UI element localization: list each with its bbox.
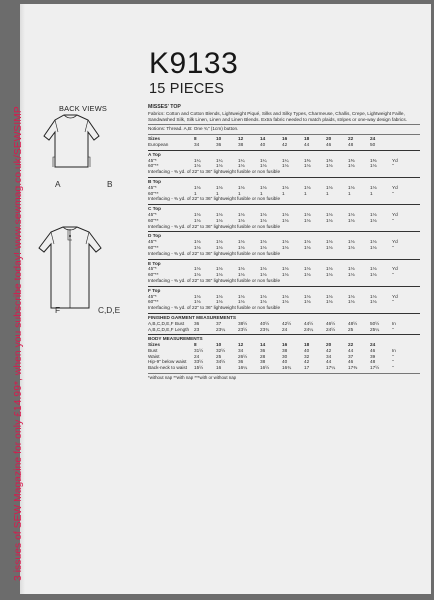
row-cell: 1⅛ [348, 266, 355, 272]
row-cell: 1 [238, 190, 241, 196]
row-cell: 1⅛ [216, 217, 223, 223]
row-cell: 25¼ [370, 326, 380, 332]
row-cell: 1⅛ [370, 217, 377, 223]
row-cell: 46 [348, 359, 354, 365]
row-cell: 1⅛ [194, 163, 201, 169]
row-cell: 16 [282, 342, 288, 348]
nap-footnote: *without nap **with nap ***with or without nap [148, 375, 237, 381]
row-cell: 1⅛ [216, 266, 223, 272]
row-cell: 22 [348, 342, 354, 348]
row-cell: 1⅛ [282, 299, 289, 305]
row-cell: Yd [392, 293, 398, 299]
row-label: Sizes [148, 342, 160, 348]
row-cell: 36 [238, 359, 244, 365]
interfacing-text: Interfacing - ⅜ yd. of 22" to 36" lightweight fusible or non fusible [148, 169, 281, 175]
row-cell: " [392, 190, 394, 196]
row-cell: 42 [326, 347, 332, 353]
row-cell: 1⅛ [348, 184, 355, 190]
row-cell: 1⅛ [304, 299, 311, 305]
row-cell: 23¾ [260, 326, 270, 332]
european-cell: 50 [370, 141, 376, 147]
notions-text: Notions: Thread. A,B: One ¾" (1cm) button. [148, 126, 239, 132]
row-cell: 44 [326, 359, 332, 365]
separator [148, 231, 420, 232]
fabrics-text: Fabrics: Cotton and Cotton Blends, Lightweight Piqué, Silks and Silky Types, Charmeuse, Challis, Crepe, Lightweight Faille, Sandwashed Silk, Silk Linen, Linen and Linen Blends. Extra fabric needed to match plaids, stripes or one-way design fabrics. [148, 110, 408, 122]
size-cell: 22 [348, 136, 354, 142]
row-cell: 1⅛ [370, 211, 377, 217]
row-cell: 34 [326, 353, 332, 359]
row-cell: 1⅛ [326, 211, 333, 217]
row-cell: 1⅛ [282, 244, 289, 250]
row-cell: 23¼ [216, 326, 226, 332]
european-cell: 42 [282, 141, 288, 147]
row-cell: 1⅛ [370, 272, 377, 278]
row-label: Waist [148, 353, 160, 359]
row-cell: Yd [392, 184, 398, 190]
finished-measurements-table [148, 321, 420, 333]
row-cell: 32½ [216, 347, 226, 353]
row-cell: Yd [392, 157, 398, 163]
row-cell: 1⅛ [348, 244, 355, 250]
row-cell: 1⅛ [194, 244, 201, 250]
row-cell: 1⅛ [282, 266, 289, 272]
european-cell: 38 [238, 141, 244, 147]
row-cell: 26½ [238, 353, 248, 359]
row-cell: 24½ [326, 326, 336, 332]
finished-measurements-title: FINISHED GARMENT MEASUREMENTS [148, 314, 237, 320]
row-cell: 44½ [304, 320, 314, 326]
row-cell: 1⅛ [260, 244, 267, 250]
row-cell: 1⅛ [282, 239, 289, 245]
row-cell: 1⅛ [282, 272, 289, 278]
row-cell: 39 [370, 353, 376, 359]
row-cell: " [392, 217, 394, 223]
row-cell: In [392, 347, 396, 353]
separator [148, 286, 420, 287]
size-cell: 10 [216, 136, 222, 142]
row-cell: 1⅛ [304, 266, 311, 272]
size-cell: 24 [370, 136, 376, 142]
european-row [148, 142, 420, 148]
row-cell: 1¼ [238, 157, 245, 163]
row-cell: 1⅛ [326, 299, 333, 305]
row-cell: 1¼ [282, 157, 289, 163]
row-cell: 1⅛ [348, 272, 355, 278]
separator [148, 313, 420, 314]
row-cell: 12 [238, 342, 244, 348]
top-view-label: F Top [148, 287, 161, 293]
row-cell: 1 [282, 190, 285, 196]
row-cell: 1⅛ [260, 266, 267, 272]
row-cell: 42 [304, 359, 310, 365]
row-cell: 1⅛ [282, 293, 289, 299]
row-cell: 1⅛ [260, 272, 267, 278]
row-cell: " [392, 299, 394, 305]
sizes-label: Sizes [148, 136, 160, 142]
row-cell: 46½ [326, 320, 336, 326]
row-cell: 23 [194, 326, 200, 332]
row-cell: Yd [392, 239, 398, 245]
european-cell: 36 [216, 141, 222, 147]
separator [148, 177, 420, 178]
view-label-cde: C,D,E [98, 305, 121, 315]
size-cell: 12 [238, 136, 244, 142]
row-cell: 38 [282, 347, 288, 353]
row-cell: 1⅜ [370, 157, 377, 163]
row-label: 60"** [148, 190, 159, 196]
top-back-view-ab-illustration [33, 112, 108, 187]
separator [148, 134, 420, 135]
row-cell: 16¼ [238, 365, 248, 371]
row-cell: 25 [348, 326, 354, 332]
view-label-f: F [55, 305, 61, 315]
row-label: Back-neck to waist [148, 365, 188, 371]
size-cell: 18 [304, 136, 310, 142]
row-cell: 1⅛ [260, 217, 267, 223]
row-cell: 1⅛ [348, 163, 355, 169]
row-cell: 24 [282, 326, 288, 332]
row-cell: 28 [260, 353, 266, 359]
row-label: A,B,C,D,E,F Bust [148, 320, 185, 326]
row-cell: 48 [370, 359, 376, 365]
row-cell: 1⅛ [238, 293, 245, 299]
row-label: A,B,C,D,E,F Length [148, 326, 190, 332]
yardage-chart [148, 105, 420, 381]
row-cell: 1⅛ [194, 272, 201, 278]
row-cell: 1⅛ [370, 184, 377, 190]
row-cell: 10 [216, 342, 222, 348]
row-cell: 1⅛ [282, 217, 289, 223]
row-cell: 1 [194, 190, 197, 196]
row-cell: 1⅛ [304, 211, 311, 217]
size-cell: 8 [194, 136, 197, 142]
row-cell: 1⅛ [326, 217, 333, 223]
row-cell: 1¼ [260, 157, 267, 163]
row-cell: 34 [238, 347, 244, 353]
row-cell: 17½ [370, 365, 380, 371]
row-cell: 36 [194, 320, 200, 326]
row-cell: 15½ [194, 365, 204, 371]
row-cell: 1⅛ [370, 244, 377, 250]
interfacing-text: Interfacing - ⅜ yd. of 22" to 36" lightweight fusible or non fusible [148, 277, 281, 283]
row-cell: 1⅛ [238, 244, 245, 250]
row-cell: 1 [326, 190, 329, 196]
row-cell: 1⅛ [348, 239, 355, 245]
separator [148, 150, 420, 151]
row-cell: 1⅛ [370, 163, 377, 169]
row-label: 45"* [148, 239, 157, 245]
european-cell: 40 [260, 141, 266, 147]
row-cell: 14 [260, 342, 266, 348]
row-cell: 1⅛ [238, 239, 245, 245]
row-cell: 17⅜ [348, 365, 358, 371]
row-cell: 34½ [216, 359, 226, 365]
interfacing-text: Interfacing - ⅜ yd. of 22" to 36" lightweight fusible or non fusible [148, 250, 281, 256]
row-cell: 1⅛ [326, 272, 333, 278]
row-cell: 1⅛ [216, 272, 223, 278]
row-cell: 1⅛ [304, 239, 311, 245]
size-cell: 20 [326, 136, 332, 142]
row-cell: 1⅛ [194, 293, 201, 299]
row-cell: 1⅛ [326, 163, 333, 169]
european-cell: 44 [304, 141, 310, 147]
row-cell: 1⅛ [238, 163, 245, 169]
row-cell: 1⅛ [304, 272, 311, 278]
row-cell: 37 [216, 320, 222, 326]
row-label: 45"* [148, 266, 157, 272]
row-cell: 1 [370, 190, 373, 196]
separator [148, 373, 420, 374]
row-cell: 33½ [194, 359, 204, 365]
pieces-count: 15 PIECES [149, 81, 225, 97]
top-view-label: A Top [148, 151, 161, 157]
row-cell: 1⅛ [370, 266, 377, 272]
row-label: 45"* [148, 157, 157, 163]
row-label: 60"** [148, 299, 159, 305]
row-label: Bust [148, 347, 158, 353]
pattern-title: MISSES' TOP [148, 104, 181, 110]
finished-measurement-row [148, 327, 420, 333]
row-cell: 1⅛ [304, 184, 311, 190]
row-label: 60"** [148, 217, 159, 223]
size-cell: 16 [282, 136, 288, 142]
row-cell: 36 [260, 347, 266, 353]
top-view-label: C Top [148, 206, 161, 212]
row-cell: 1⅛ [304, 293, 311, 299]
european-cell: 46 [326, 141, 332, 147]
row-label: Hip-9" below waist [148, 359, 187, 365]
row-cell: 1¼ [194, 157, 201, 163]
row-cell: 20 [326, 342, 332, 348]
size-cell: 14 [260, 136, 266, 142]
row-cell: 24¼ [304, 326, 314, 332]
interfacing-text: Interfacing - ⅜ yd. of 22" to 36" lightweight fusible or non fusible [148, 305, 281, 311]
row-cell: 1⅛ [216, 244, 223, 250]
row-cell: 1⅛ [216, 239, 223, 245]
yardage-row-60 [148, 218, 420, 224]
row-cell: 42½ [282, 320, 292, 326]
row-cell: 8 [194, 342, 197, 348]
row-cell: 1⅛ [348, 217, 355, 223]
row-cell: 32 [304, 353, 310, 359]
row-cell: " [392, 359, 394, 365]
row-cell: 16½ [260, 365, 270, 371]
row-cell: 1⅛ [238, 266, 245, 272]
interfacing-text: Interfacing - ⅜ yd. of 22" to 36" lightweight fusible or non fusible [148, 196, 281, 202]
row-cell: 1⅛ [282, 211, 289, 217]
row-cell: 1⅛ [194, 266, 201, 272]
row-cell: 1⅛ [326, 184, 333, 190]
row-cell: 16¾ [282, 365, 292, 371]
row-cell: 17 [304, 365, 310, 371]
row-cell: 1⅜ [304, 157, 311, 163]
body-measurements-table [148, 342, 420, 371]
row-cell: 1⅛ [348, 211, 355, 217]
row-cell: 1⅛ [216, 211, 223, 217]
row-cell: 1⅛ [238, 299, 245, 305]
row-cell: 1⅛ [216, 163, 223, 169]
top-view-label: B Top [148, 178, 161, 184]
row-cell: 1⅛ [194, 184, 201, 190]
row-cell: 1⅛ [304, 163, 311, 169]
top-view-label: E Top [148, 260, 161, 266]
row-cell: Yd [392, 211, 398, 217]
separator [148, 259, 420, 260]
row-label: 45"* [148, 184, 157, 190]
body-measurement-row [148, 365, 420, 371]
row-cell: 16 [216, 365, 222, 371]
top-view-label: D Top [148, 233, 161, 239]
row-cell: 1⅛ [370, 299, 377, 305]
european-label: European [148, 141, 169, 147]
row-cell: " [392, 326, 394, 332]
row-cell: 1⅛ [304, 244, 311, 250]
row-cell: 1⅛ [238, 217, 245, 223]
row-cell: 1⅛ [194, 217, 201, 223]
separator [148, 204, 420, 205]
promo-text: 3 issues of SEW Magazine for only £14.99*, when you subscribe today! www.sewmag.co.uk/SEWSIMP [13, 106, 24, 581]
row-cell: 1⅜ [348, 157, 355, 163]
row-cell: 1⅛ [326, 244, 333, 250]
row-label: 60"** [148, 244, 159, 250]
row-cell: " [392, 244, 394, 250]
row-cell: " [392, 272, 394, 278]
row-cell: 1⅛ [260, 299, 267, 305]
row-label: 60"** [148, 163, 159, 169]
row-cell: 48½ [348, 320, 358, 326]
row-cell: 1⅛ [194, 211, 201, 217]
row-cell: 1⅛ [282, 184, 289, 190]
row-cell: 30 [282, 353, 288, 359]
row-cell: 40½ [260, 320, 270, 326]
row-cell: 1 [260, 190, 263, 196]
row-cell: 1⅛ [238, 184, 245, 190]
row-cell: 31½ [194, 347, 204, 353]
row-cell: 1⅛ [348, 299, 355, 305]
row-cell: 1⅛ [216, 293, 223, 299]
pattern-envelope-back [13, 4, 431, 594]
row-cell: 1⅛ [282, 163, 289, 169]
row-cell: 37 [348, 353, 354, 359]
row-cell: 40 [304, 347, 310, 353]
european-cell: 34 [194, 141, 200, 147]
row-cell: 1⅛ [260, 239, 267, 245]
separator [148, 334, 420, 335]
row-cell: 1⅛ [348, 293, 355, 299]
view-label-b: B [107, 179, 113, 189]
row-cell: 1⅛ [326, 239, 333, 245]
row-cell: " [392, 365, 394, 371]
row-label: 60"** [148, 272, 159, 278]
view-label-a: A [55, 179, 61, 189]
row-cell: 17¼ [326, 365, 336, 371]
row-cell: 1⅛ [260, 211, 267, 217]
row-cell: Yd [392, 266, 398, 272]
tops-yardage-sections [148, 150, 420, 311]
yardage-row-60 [148, 245, 420, 251]
row-cell: 23½ [238, 326, 248, 332]
row-cell: " [392, 163, 394, 169]
row-cell: 1⅛ [260, 293, 267, 299]
row-cell: 1⅛ [304, 217, 311, 223]
row-cell: 18 [304, 342, 310, 348]
row-cell: " [392, 353, 394, 359]
row-cell: 44 [348, 347, 354, 353]
row-cell: 1⅜ [326, 157, 333, 163]
row-label: 45"* [148, 211, 157, 217]
row-cell: 24 [370, 342, 376, 348]
body-measurements-title: BODY MEASUREMENTS [148, 336, 203, 342]
row-cell: 1 [304, 190, 307, 196]
row-cell: 1 [348, 190, 351, 196]
row-cell: 24 [194, 353, 200, 359]
row-cell: 1⅛ [194, 299, 201, 305]
row-cell: 1⅛ [326, 293, 333, 299]
row-cell: 1⅛ [238, 211, 245, 217]
row-cell: In [392, 320, 396, 326]
row-cell: 1⅛ [216, 299, 223, 305]
row-cell: 50½ [370, 320, 380, 326]
row-cell: 1⅛ [370, 293, 377, 299]
european-cell: 48 [348, 141, 354, 147]
separator [148, 124, 420, 125]
pattern-number: K9133 [149, 47, 239, 80]
row-cell: 1⅛ [216, 184, 223, 190]
row-cell: 1⅛ [260, 163, 267, 169]
row-cell: 1⅛ [370, 239, 377, 245]
row-cell: 1 [216, 190, 219, 196]
row-cell: 1⅛ [194, 239, 201, 245]
row-cell: 40 [282, 359, 288, 365]
row-cell: 1⅛ [326, 266, 333, 272]
row-cell: 25 [216, 353, 222, 359]
back-views-label: BACK VIEWS [59, 104, 107, 113]
row-label: 45"* [148, 293, 157, 299]
row-cell: 1⅛ [238, 272, 245, 278]
row-cell: 1¼ [216, 157, 223, 163]
interfacing-text: Interfacing - ⅜ yd. of 22" to 36" lightweight fusible or non fusible [148, 223, 281, 229]
row-cell: 46 [370, 347, 376, 353]
row-cell: 38½ [238, 320, 248, 326]
row-cell: 38 [260, 359, 266, 365]
row-cell: 1⅛ [260, 184, 267, 190]
